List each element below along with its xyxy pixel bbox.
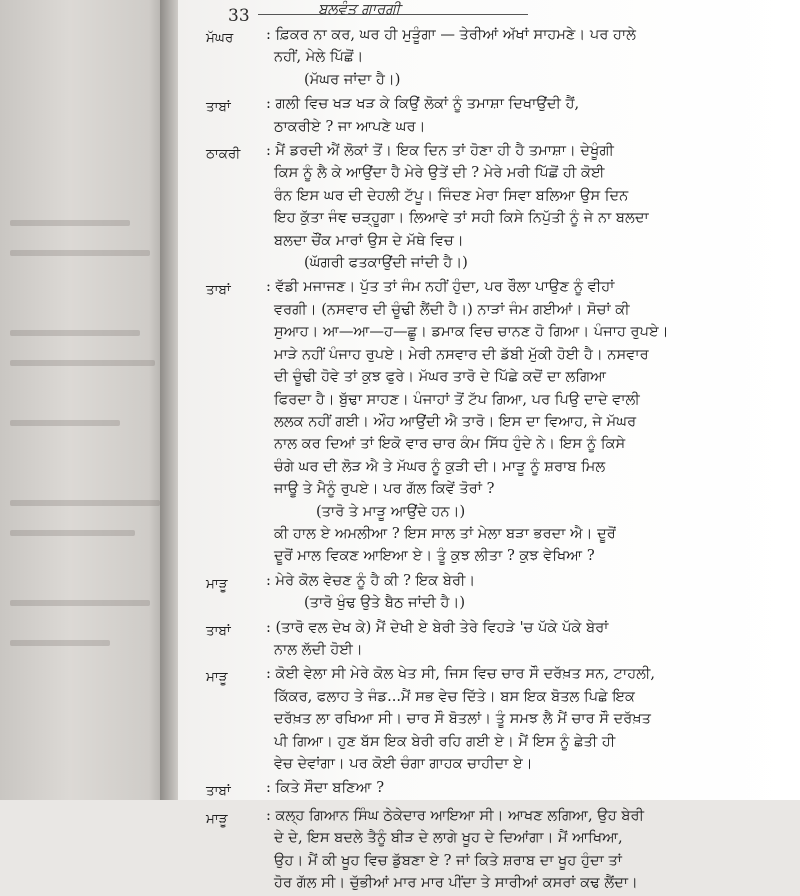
dialogue-line: ਨਾਲ ਕਰ ਦਿਆਂ ਤਾਂ ਇਕੋ ਵਾਰ ਚਾਰ ਕੰਮ ਸਿੱਧ ਹੁੰਦੇ ਨੇ। ਇਸ ਨੂੰ ਕਿਸੇ (274, 435, 626, 453)
dialogue-line: : ਮੇਰੇ ਕੋਲ ਵੇਚਣ ਨੂੰ ਹੈ ਕੀ ? ਇਕ ਬੇਰੀ। (266, 571, 476, 589)
dialogue-line: : ਕੋਈ ਵੇਲਾ ਸੀ ਮੇਰੇ ਕੋਲ ਖੇਤ ਸੀ, ਜਿਸ ਵਿਚ ਚਾਰ ਸੌ ਦਰੱਖ਼ਤ ਸਨ, ਟਾਹਲੀ, (266, 665, 656, 683)
dialogue-line: ਵੇਚ ਦੇਵਾਂਗਾ। ਪਰ ਕੋਈ ਚੰਗਾ ਗਾਹਕ ਚਾਹੀਦਾ ਏ। (274, 755, 533, 772)
stage-direction: (ਤਾਰੋ ਤੇ ਮਾੜੂ ਆਉਂਦੇ ਹਨ।) (316, 502, 466, 520)
dialogue-line: ਨਾਲ ਲੱਦੀ ਹੋਈ। (274, 640, 363, 658)
dialogue-line: ਇਹ ਕੁੱਤਾ ਜੰਞ ਚੜ੍ਹੂਗਾ। ਲਿਆਵੇ ਤਾਂ ਸਹੀ ਕਿਸੇ ਨਿਪੁੱਤੀ ਨੂੰ ਜੇ ਨਾ ਬਲਦਾ (274, 209, 649, 227)
dialogue-line: : ਫ਼ਿਕਰ ਨਾ ਕਰ, ਘਰ ਹੀ ਮੁੜੂੰਗਾ — ਤੇਰੀਆਂ ਅੱਖਾਂ ਸਾਹਮਣੇ। ਪਰ ਹਾਲੇ (266, 26, 637, 43)
page-header (178, 0, 800, 26)
dialogue-entry (206, 140, 792, 274)
speaker-name: ਠਾਕਰੀ (206, 146, 241, 163)
dialogue-line: ਵਰਗੀ। (ਨਸਵਾਰ ਦੀ ਚੂੰਢੀ ਲੈਂਦੀ ਹੈ।) ਨਾੜਾਂ ਜੰਮ ਗਈਆਂ। ਸੋਚਾਂ ਕੀ (274, 300, 630, 318)
dialogue-text (266, 140, 792, 274)
dialogue-text (266, 663, 792, 775)
stage-direction: (ਘੱਗਰੀ ਫਤਕਾਉਂਦੀ ਜਾਂਦੀ ਹੈ।) (304, 254, 468, 272)
dialogue-line: ਪੀ ਗਿਆ। ਹੁਣ ਬੱਸ ਇਕ ਬੇਰੀ ਰਹਿ ਗਈ ਏ। ਮੈਂ ਇਸ ਨੂੰ ਛੇਤੀ ਹੀ (274, 732, 616, 750)
dialogue-line: : ਕਿਤੇ ਸੌਦਾ ਬਣਿਆ ? (266, 779, 385, 797)
dialogue-entry (206, 663, 792, 775)
dialogue-line: ਠਾਕਰੀਏ ? ਜਾ ਆਪਣੇ ਘਰ। (274, 117, 426, 135)
dialogue-line: ਫਿਰਦਾ ਹੈ। ਬੁੱਢਾ ਸਾਹਣ। ਪੰਜਾਹਾਂ ਤੋਂ ਟੱਪ ਗਿਆ, ਪਰ ਪਿਉ ਦਾਦੇ ਵਾਲੀ (274, 390, 640, 408)
dialogue-entry (206, 617, 792, 662)
dialogue-text (266, 805, 792, 895)
speaker-name: ਮਾੜੂ (206, 669, 228, 686)
dialogue-line: ਬਲਦਾ ਚੌਂਕ ਮਾਰਾਂ ਉਸ ਦੇ ਮੱਥੇ ਵਿਚ। (274, 231, 464, 249)
dialogue-line: ਦੇ ਦੇ, ਇਸ ਬਦਲੇ ਤੈਨੂੰ ਬੀੜ ਦੇ ਲਾਗੇ ਖੂਹ ਦੇ ਦਿਆਂਗਾ। ਮੈਂ ਆਖਿਆ, (274, 829, 623, 847)
dialogue-line: : (ਤਾਰੋ ਵਲ ਦੇਖ ਕੇ) ਮੈਂ ਦੇਖੀ ਏ ਬੇਰੀ ਤੇਰੇ ਵਿਹੜੇ 'ਚ ਪੱਕੇ ਪੱਕੇ ਬੇਰਾਂ (266, 618, 609, 636)
bleed-through-text (10, 360, 155, 366)
dialogue-entry (206, 93, 792, 138)
dialogue-line: ਲਲਕ ਨਹੀਂ ਗਈ। ਔਹ ਆਉਂਦੀ ਐ ਤਾਰੋ। ਇਸ ਦਾ ਵਿਆਹ, ਜੇ ਮੱਘਰ (274, 412, 637, 430)
dialogue-entry (206, 570, 792, 615)
speaker-name: ਮਾੜੂ (206, 810, 228, 827)
dialogue-line: ਚੰਗੇ ਘਰ ਦੀ ਲੋੜ ਐ ਤੇ ਮੱਘਰ ਨੂੰ ਕੁੜੀ ਦੀ। ਮਾੜੂ ਨੂੰ ਸ਼ਰਾਬ ਮਿਲ (274, 457, 606, 475)
dialogue-text (266, 570, 792, 615)
book-page (178, 0, 800, 892)
dialogue-text (266, 777, 792, 802)
bleed-through-text (10, 640, 110, 646)
running-head: ਬਲਵੰਤ ਗਾਰਗੀ (318, 0, 401, 18)
speaker-name: ਮਾੜੂ (206, 575, 228, 592)
bleed-through-text (10, 500, 160, 506)
bleed-through-text (10, 330, 140, 336)
dialogue-line: ਕੀ ਹਾਲ ਏ ਅਮਲੀਆ ? ਇਸ ਸਾਲ ਤਾਂ ਮੇਲਾ ਬੜਾ ਭਰਦਾ ਐ। ਦੂਰੋਂ (274, 524, 616, 542)
dialogue-line: : ਵੱਡੀ ਮਜਾਜਣ। ਪੁੱਤ ਤਾਂ ਜੰਮ ਨਹੀਂ ਹੁੰਦਾ, ਪਰ ਰੌਲਾ ਪਾਉਣ ਨੂੰ ਵੀਹਾਂ (266, 278, 615, 296)
dialogue-line: ਸੁਆਹ। ਆ—ਆ—ਹ—ਛੂ। ਡਮਾਕ ਵਿਚ ਚਾਨਣ ਹੋ ਗਿਆ। ਪੰਜਾਹ ਰੁਪਏ। (274, 323, 669, 341)
dialogue-text (266, 276, 792, 567)
dialogue-entry (206, 777, 792, 802)
speaker-name: ਤਾਬਾਂ (206, 282, 231, 299)
play-text (206, 24, 792, 896)
dialogue-line: : ਮੈਂ ਡਰਦੀ ਐਂ ਲੋਕਾਂ ਤੋਂ। ਇਕ ਦਿਨ ਤਾਂ ਹੋਣਾ ਹੀ ਹੈ ਤਮਾਸ਼ਾ। ਦੇਖੂੰਗੀ (266, 142, 614, 160)
stage-direction: (ਤਾਰੋ ਖੁੰਢ ਉਤੇ ਬੈਠ ਜਾਂਦੀ ਹੈ।) (304, 594, 466, 612)
dialogue-line: ਦੀ ਚੂੰਢੀ ਹੋਵੇ ਤਾਂ ਕੁਝ ਫੁਰੇ। ਮੱਘਰ ਤਾਰੋ ਦੇ ਪਿੱਛੇ ਕਦੋਂ ਦਾ ਲਗਿਆ (274, 368, 607, 386)
dialogue-line: ਦਰੱਖ਼ਤ ਲਾ ਰਖਿਆ ਸੀ। ਚਾਰ ਸੌ ਬੋਤਲਾਂ। ਤੂੰ ਸਮਝ ਲੈ ਮੈਂ ਚਾਰ ਸੌ ਦਰੱਖ਼ਤ (274, 710, 651, 728)
dialogue-line: ਉਹ। ਮੈਂ ਕੀ ਖੂਹ ਵਿਚ ਡੁੱਬਣਾ ਏ ? ਜਾਂ ਕਿਤੇ ਸ਼ਰਾਬ ਦਾ ਖੂਹ ਹੁੰਦਾ ਤਾਂ (274, 851, 622, 869)
dialogue-line: ਹੋਰ ਗੱਲ ਸੀ। ਚੁੱਭੀਆਂ ਮਾਰ ਮਾਰ ਪੀਂਦਾ ਤੇ ਸਾਰੀਆਂ ਕਸਰਾਂ ਕਢ ਲੈਂਦਾ। (274, 874, 638, 892)
bleed-through-text (10, 250, 150, 256)
dialogue-line: : ਕਲ੍ਹ ਗਿਆਨ ਸਿੰਘ ਠੇਕੇਦਾਰ ਆਇਆ ਸੀ। ਆਖਣ ਲਗਿਆ, ਉਹ ਬੇਰੀ (266, 806, 644, 824)
dialogue-line: ਕਿੱਕਰ, ਫਲਾਹ ਤੇ ਜੰਡ...ਮੈਂ ਸਭ ਵੇਚ ਦਿੱਤੇ। ਬਸ ਇਕ ਬੋਤਲ ਪਿਛੇ ਇਕ (274, 687, 635, 705)
dialogue-line: ਦੂਰੋਂ ਮਾਲ ਵਿਕਣ ਆਇਆ ਏ। ਤੂੰ ਕੁਝ ਲੀਤਾ ? ਕੁਝ ਵੇਖਿਆ ? (274, 547, 595, 565)
bleed-through-text (10, 530, 135, 536)
dialogue-text (266, 24, 792, 91)
speaker-name: ਤਾਬਾਂ (206, 783, 231, 800)
dialogue-entry (206, 24, 792, 91)
bleed-through-text (10, 220, 130, 226)
speaker-name: ਤਾਬਾਂ (206, 622, 231, 639)
dialogue-text (266, 617, 792, 662)
speaker-name: ਮੱਘਰ (206, 30, 234, 46)
dialogue-line: : ਗਲੀ ਵਿਚ ਖੜ ਖੜ ਕੇ ਕਿਉਂ ਲੋਕਾਂ ਨੂੰ ਤਮਾਸ਼ਾ ਦਿਖਾਉਂਦੀ ਹੈਂ, (266, 95, 580, 113)
dialogue-entry (206, 805, 792, 895)
dialogue-text (266, 93, 792, 138)
left-page-edge (0, 0, 175, 800)
dialogue-entry (206, 276, 792, 567)
bleed-through-text (10, 420, 120, 426)
dialogue-line: ਕਿਸ ਨੂੰ ਲੈ ਕੇ ਆਉਂਦਾ ਹੈ ਮੇਰੇ ਉਤੇਂ ਦੀ ? ਮੇਰੇ ਮਰੀ ਪਿੱਛੋਂ ਹੀ ਕੋਈ (274, 164, 605, 182)
speaker-name: ਤਾਬਾਂ (206, 99, 231, 116)
page-number: 33 (228, 6, 250, 26)
dialogue-line: ਮਾੜੇ ਨਹੀਂ ਪੰਜਾਹ ਰੁਪਏ। ਮੇਰੀ ਨਸਵਾਰ ਦੀ ਡੱਬੀ ਮੁੱਕੀ ਹੋਈ ਹੈ। ਨਸਵਾਰ (274, 345, 649, 363)
dialogue-line: ਨਹੀਂ, ਮੇਲੇ ਪਿੱਛੋਂ। (274, 48, 364, 66)
dialogue-line: ਰੰਨ ਇਸ ਘਰ ਦੀ ਦੇਹਲੀ ਟੱਪੂ। ਜਿੰਦਣ ਮੇਰਾ ਸਿਵਾ ਬਲਿਆ ਉਸ ਦਿਨ (274, 186, 629, 204)
dialogue-line: ਜਾਊ ਤੇ ਮੈਨੂੰ ਰੁਪਏ। ਪਰ ਗੱਲ ਕਿਵੇਂ ਤੋਰਾਂ ? (274, 480, 495, 498)
bleed-through-text (10, 600, 150, 606)
stage-direction: (ਮੱਘਰ ਜਾਂਦਾ ਹੈ।) (304, 70, 401, 88)
